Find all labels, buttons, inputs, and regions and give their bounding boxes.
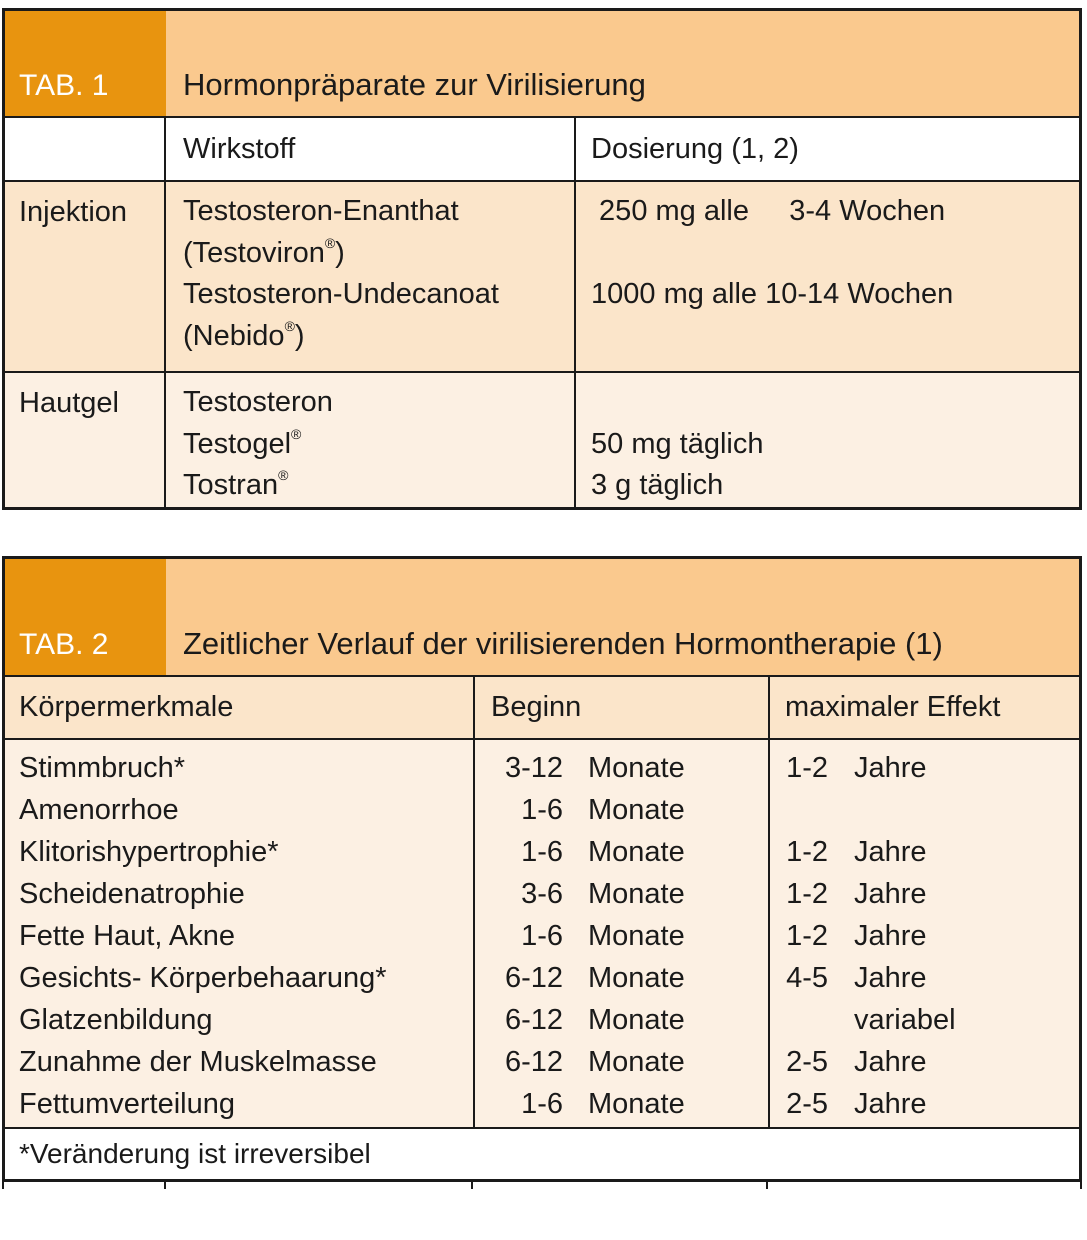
dosierung-line: 50 mg täglich — [591, 427, 764, 460]
effekt-einheit: Jahre — [854, 1046, 927, 1078]
column-beginn — [475, 740, 770, 1127]
wirkstoff-line: (Nebido®) — [183, 317, 305, 352]
merkmal-cell: Amenorrhoe — [19, 794, 179, 826]
beginn-cell — [475, 873, 768, 915]
effekt-cell — [770, 831, 1079, 873]
beginn-wert: 1-6 — [521, 794, 563, 826]
beginn-cell — [475, 789, 768, 831]
effekt-cell — [770, 747, 1079, 789]
effekt-wert — [770, 999, 828, 1041]
table2-zeitlicher-verlauf — [2, 556, 1082, 1182]
wirkstoff-line: Testogel® — [183, 425, 302, 460]
dosierung-line — [591, 233, 1079, 275]
effekt-wert — [770, 789, 828, 831]
wirkstoff-line: (Testoviron®) — [183, 234, 345, 269]
table1-header-empty — [5, 118, 166, 180]
beginn-einheit: Monate — [588, 1046, 685, 1078]
effekt-wert: 1-2 — [786, 836, 828, 868]
effekt-einheit: Jahre — [854, 962, 927, 994]
table2-tab-label: TAB. 2 — [5, 559, 166, 675]
dosierung-line — [591, 382, 1079, 424]
beginn-cell — [475, 999, 768, 1041]
effekt-einheit: Jahre — [854, 752, 927, 784]
table1-header-row — [5, 118, 1079, 182]
merkmal-cell: Fette Haut, Akne — [19, 920, 236, 952]
wirkstoff-cell — [166, 373, 576, 507]
table2-header-koerpermerkmale: Körpermerkmale — [5, 677, 475, 738]
wirkstoff-line: Testosteron-Undecanoat — [183, 278, 499, 310]
table2-title-row — [5, 559, 1079, 677]
effekt-cell — [770, 957, 1079, 999]
effekt-wert: 1-2 — [786, 878, 828, 910]
table2-header-row — [5, 677, 1079, 740]
merkmal-cell: Fettumverteilung — [19, 1088, 235, 1120]
beginn-einheit: Monate — [588, 878, 685, 910]
effekt-wert: 2-5 — [786, 1046, 828, 1078]
table1-header-wirkstoff: Wirkstoff — [166, 118, 576, 180]
row-kind-label: Hautgel — [5, 373, 166, 507]
merkmal-cell: Scheidenatrophie — [19, 878, 245, 910]
wirkstoff-line: Testosteron-Enanthat — [183, 195, 459, 227]
beginn-wert: 3-6 — [521, 878, 563, 910]
effekt-cell — [770, 1083, 1079, 1125]
beginn-cell — [475, 1083, 768, 1125]
cutoff-divider — [164, 1182, 166, 1189]
table2-body — [5, 740, 1079, 1129]
table1-tab-label: TAB. 1 — [5, 11, 166, 116]
beginn-einheit: Monate — [588, 752, 685, 784]
merkmal-cell: Gesichts- Körperbehaarung* — [19, 962, 387, 994]
merkmal-cell: Klitorishypertrophie* — [19, 836, 279, 868]
beginn-einheit: Monate — [588, 920, 685, 952]
table1-header-dosierung: Dosierung (1, 2) — [591, 132, 799, 165]
beginn-einheit: Monate — [588, 962, 685, 994]
column-merkmale — [5, 740, 475, 1127]
cutoff-divider — [1080, 1182, 1082, 1189]
wirkstoff-line: Testosteron — [183, 386, 333, 418]
effekt-einheit: variabel — [854, 1004, 956, 1036]
effekt-einheit: Jahre — [854, 920, 927, 952]
effekt-wert: 1-2 — [786, 752, 828, 784]
dosierung-line: 1000 mg alle 10-14 Wochen — [591, 278, 954, 310]
effekt-wert: 2-5 — [786, 1088, 828, 1120]
wirkstoff-line: Tostran® — [183, 467, 289, 501]
dosierung-cell — [576, 373, 1079, 507]
beginn-einheit: Monate — [588, 1088, 685, 1120]
effekt-einheit: Jahre — [854, 1088, 927, 1120]
cutoff-divider — [766, 1182, 768, 1189]
dosierung-cell — [576, 182, 1079, 371]
merkmal-cell: Glatzenbildung — [19, 1004, 213, 1036]
beginn-einheit: Monate — [588, 1004, 685, 1036]
beginn-wert: 1-6 — [521, 920, 563, 952]
row-kind-label: Injektion — [5, 182, 166, 371]
effekt-cell — [770, 789, 1079, 831]
table1-title: Hormonpräparate zur Virilisierung — [183, 67, 646, 102]
effekt-einheit: Jahre — [854, 878, 927, 910]
merkmal-cell: Stimmbruch* — [19, 752, 185, 784]
cutoff-divider — [471, 1182, 473, 1189]
effekt-einheit: Jahre — [854, 836, 927, 868]
beginn-wert: 1-6 — [521, 1088, 563, 1120]
beginn-cell — [475, 747, 768, 789]
effekt-wert: 1-2 — [786, 920, 828, 952]
beginn-wert: 1-6 — [521, 836, 563, 868]
beginn-cell — [475, 957, 768, 999]
beginn-einheit: Monate — [588, 836, 685, 868]
table2-header-beginn: Beginn — [475, 677, 770, 738]
table-row — [5, 182, 1079, 373]
table2-header-maximaler-effekt: maximaler Effekt — [785, 691, 1001, 723]
table1-hormonpraeparate — [2, 8, 1082, 510]
effekt-cell — [770, 999, 1079, 1041]
effekt-cell — [770, 873, 1079, 915]
beginn-wert: 6-12 — [504, 1046, 563, 1078]
column-effekt — [770, 740, 1079, 1127]
effekt-wert: 4-5 — [786, 962, 828, 994]
beginn-wert: 3-12 — [504, 752, 563, 784]
beginn-wert: 6-12 — [504, 1004, 563, 1036]
dosierung-line: 250 mg alle 3-4 Wochen — [591, 195, 946, 227]
beginn-cell — [475, 915, 768, 957]
cutoff-divider — [2, 1182, 4, 1189]
beginn-einheit: Monate — [588, 794, 685, 826]
beginn-cell — [475, 1041, 768, 1083]
effekt-cell — [770, 915, 1079, 957]
merkmal-cell: Zunahme der Muskelmasse — [19, 1046, 377, 1078]
effekt-cell — [770, 1041, 1079, 1083]
dosierung-line: 3 g täglich — [591, 469, 724, 501]
beginn-wert: 6-12 — [504, 962, 563, 994]
beginn-cell — [475, 831, 768, 873]
table2-title: Zeitlicher Verlauf der virilisierenden Hormontherapie (1) — [183, 626, 943, 661]
table-row — [5, 373, 1079, 507]
table1-title-row — [5, 11, 1079, 118]
wirkstoff-cell — [166, 182, 576, 371]
table2-footnote: *Veränderung ist irreversibel — [5, 1129, 1079, 1179]
